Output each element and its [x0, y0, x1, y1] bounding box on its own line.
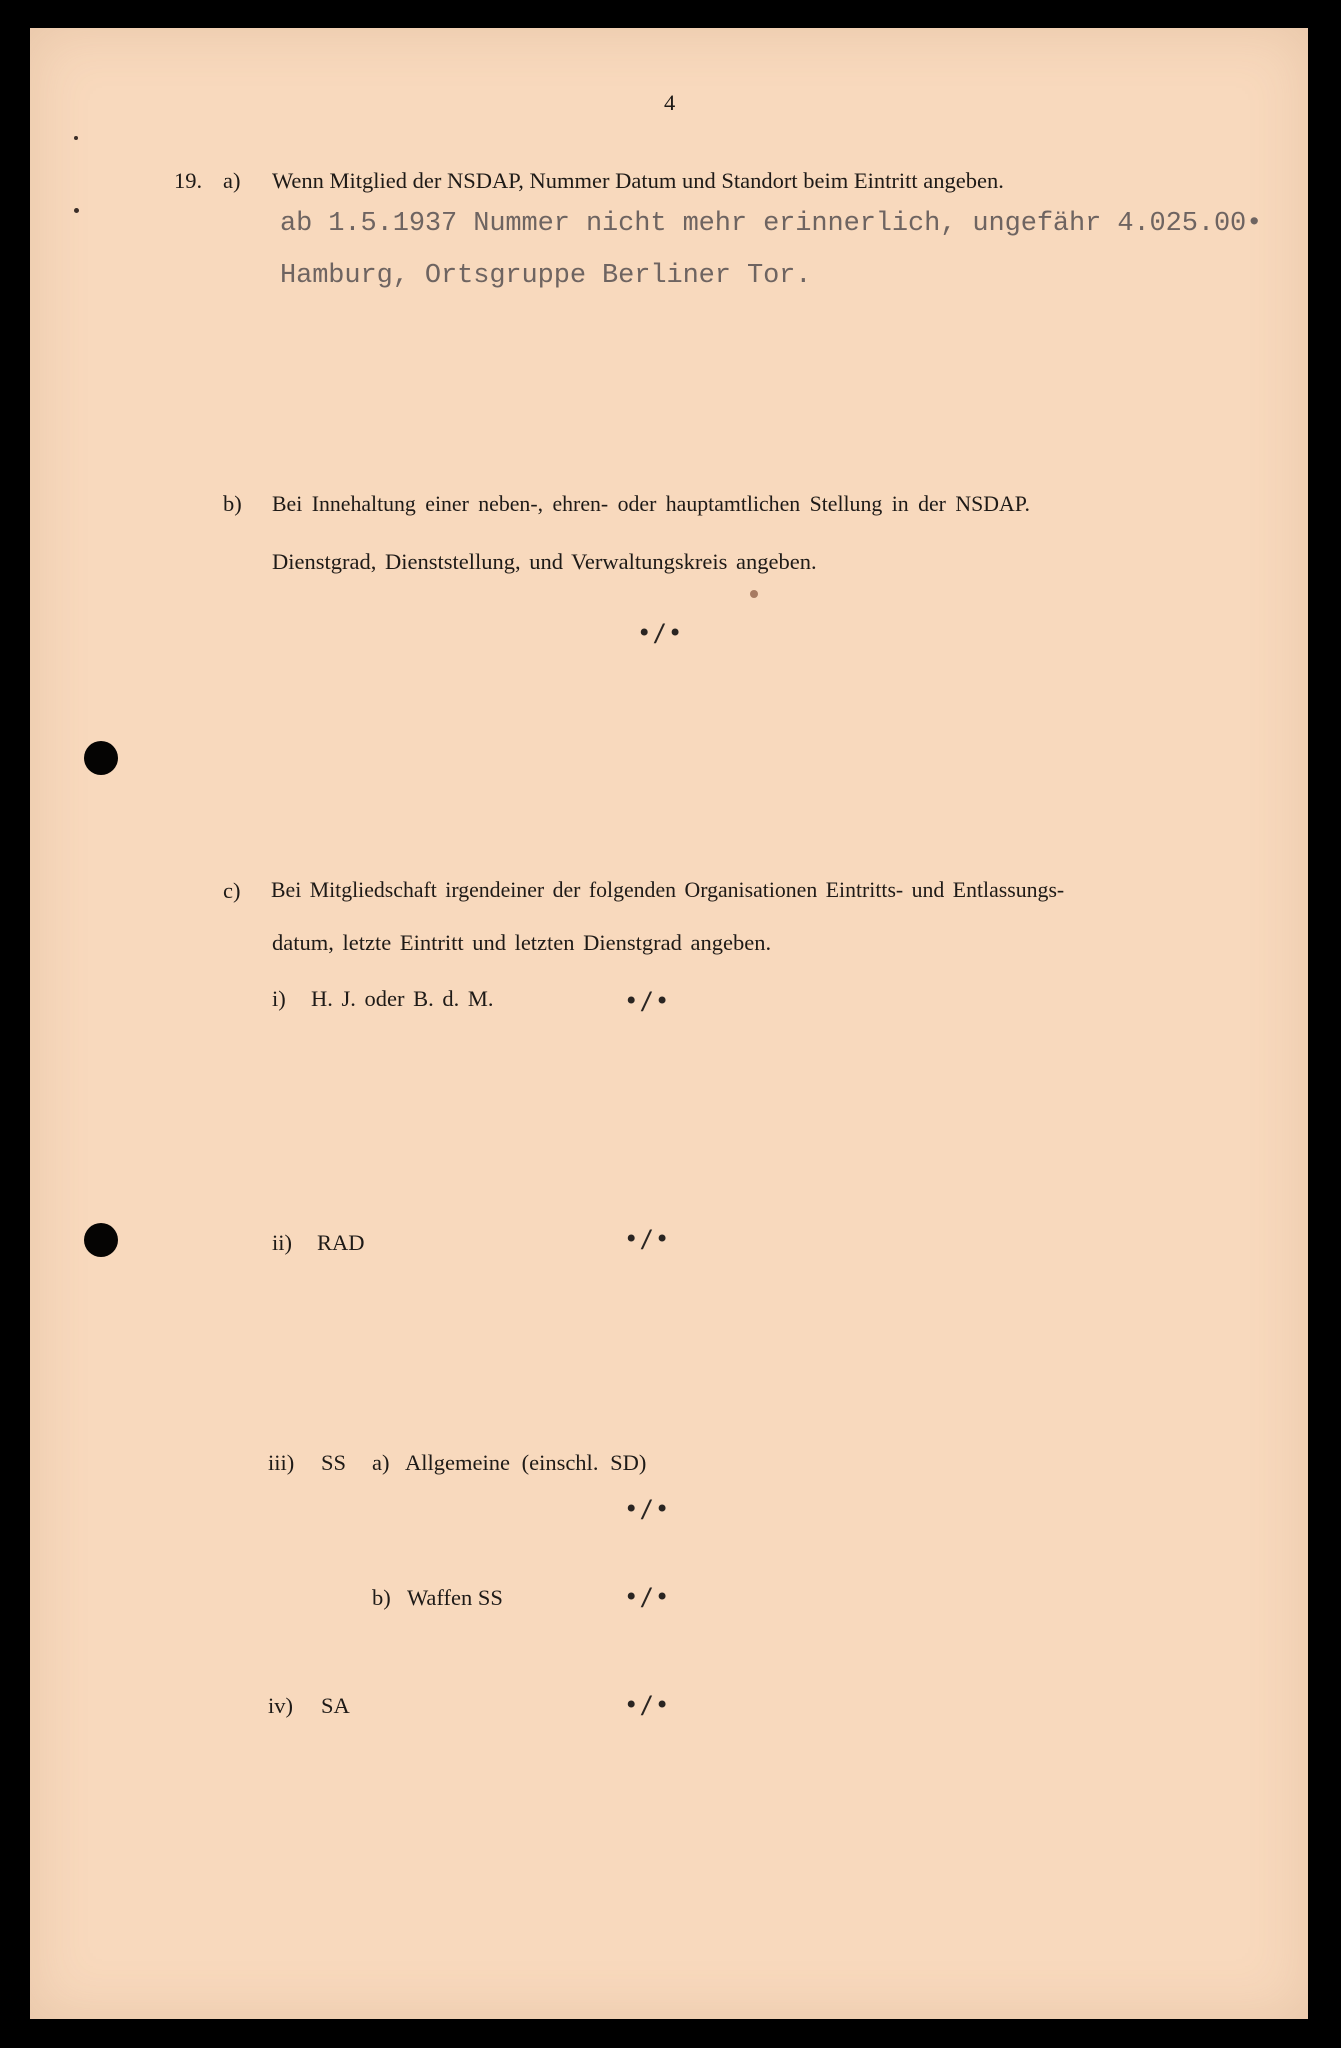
q19c-iii-a-answer: •/• — [624, 1495, 671, 1523]
q19c-iii-b-label: b) — [372, 1585, 391, 1610]
q19c-iii-a-label: a) — [372, 1450, 390, 1475]
q19c-iv-answer: •/• — [624, 1691, 671, 1719]
q19c-iv-text: SA — [321, 1693, 350, 1718]
ink-speck — [750, 590, 758, 598]
q19c-i-text: H. J. oder B. d. M. — [311, 986, 494, 1011]
q19c-question-line1: Bei Mitgliedschaft irgendeiner der folgenden Organisationen Eintritts- und Entlassungs- — [271, 878, 1065, 902]
punch-hole-top — [84, 741, 118, 775]
q19c-iv-label: iv) — [268, 1693, 293, 1718]
margin-speck — [74, 208, 79, 213]
q19c-label: c) — [223, 878, 241, 903]
punch-hole-bottom — [84, 1223, 118, 1257]
q19a-label: a) — [223, 168, 241, 193]
q19b-question-line2: Dienstgrad, Dienststellung, und Verwaltungskreis angeben. — [272, 549, 817, 574]
q19c-question-line2: datum, letzte Eintritt und letzten Dienstgrad angeben. — [272, 930, 772, 955]
margin-speck — [74, 136, 78, 140]
q19a-answer-line1: ab 1.5.1937 Nummer nicht mehr erinnerlich, ungefähr 4.025.00• — [280, 209, 1263, 239]
q19c-i-label: i) — [272, 986, 286, 1011]
q19c-ii-label: ii) — [272, 1230, 292, 1255]
q19c-ii-answer: •/• — [624, 1225, 671, 1253]
q19b-label: b) — [223, 491, 242, 516]
form-page — [30, 28, 1308, 2019]
q19a-answer-line2: Hamburg, Ortsgruppe Berliner Tor. — [280, 261, 812, 291]
q19c-iii-label: iii) — [268, 1450, 295, 1475]
q19c-i-answer: •/• — [624, 987, 671, 1015]
q19c-ii-text: RAD — [317, 1230, 365, 1255]
q19c-iii-a-text: Allgemeine (einschl. SD) — [405, 1450, 647, 1475]
q19c-iii-text: SS — [321, 1450, 347, 1475]
q19c-iii-b-answer: •/• — [624, 1583, 671, 1611]
question-number: 19. — [174, 168, 203, 193]
q19b-answer: •/• — [637, 619, 684, 647]
q19a-question: Wenn Mitglied der NSDAP, Nummer Datum und Standort beim Eintritt angeben. — [272, 168, 1004, 193]
q19c-iii-b-text: Waffen SS — [407, 1585, 503, 1610]
q19b-question-line1: Bei Innehaltung einer neben-, ehren- oder hauptamtlichen Stellung in der NSDAP. — [272, 492, 1030, 516]
page-number: 4 — [664, 90, 676, 115]
